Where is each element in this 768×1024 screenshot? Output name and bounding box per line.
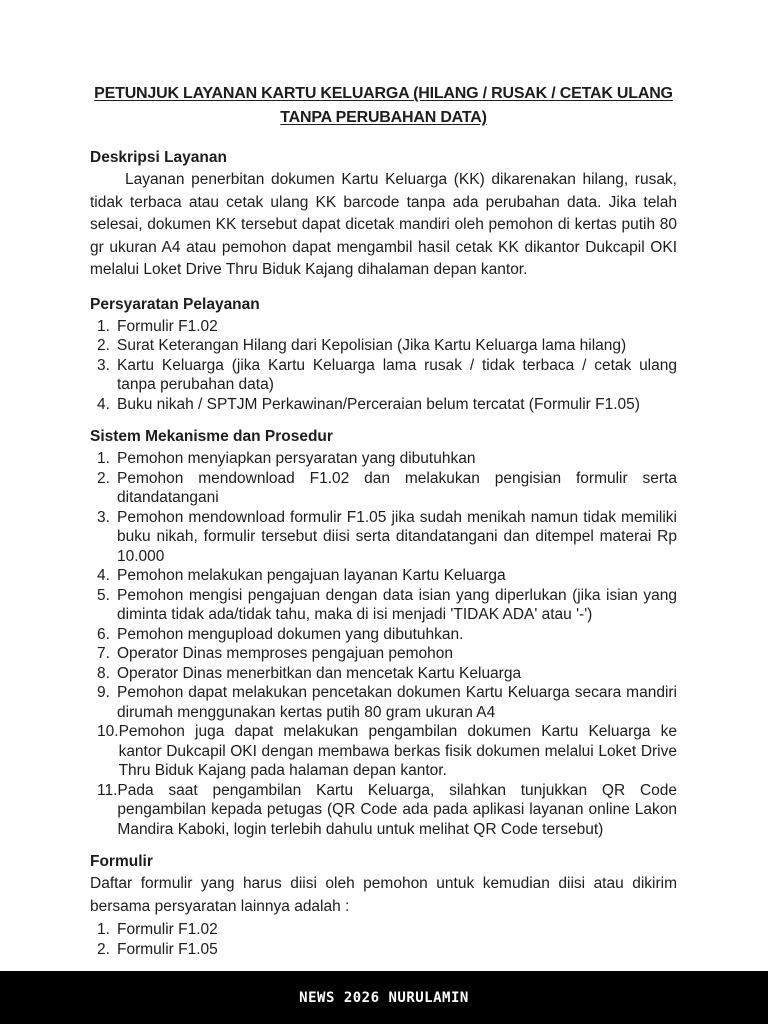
list-item-text: Pada saat pengambilan Kartu Keluarga, silahkan tunjukkan QR Code pengambilan kepada petugas (QR Code ada pada aplikasi layanan online Lakon Mandira Kaboki, login terlebih dahulu untuk melihat QR Code tersebut) (117, 781, 677, 838)
list-item-text: Kartu Keluarga (jika Kartu Keluarga lama rusak / tidak terbaca / cetak ulang tanpa perubahan data) (117, 356, 677, 393)
title-line-1: PETUNJUK LAYANAN KARTU KELUARGA (HILANG / RUSAK / CETAK ULANG (94, 85, 673, 102)
list-item (90, 317, 677, 337)
list-item-text: Surat Keterangan Hilang dari Kepolisian (Jika Kartu Keluarga lama hilang) (117, 337, 627, 354)
list-item (90, 586, 677, 625)
list-item-text: Pemohon juga dapat melakukan pengambilan dokumen Kartu Keluarga ke kantor Dukcapil OKI dengan membawa berkas fisik dokumen melalui Loket Drive Thru Biduk Kajang pada halaman depan kantor. (118, 723, 677, 779)
list-item-number: 4. (97, 567, 110, 584)
persyaratan-list (90, 317, 677, 415)
list-item (90, 469, 677, 508)
formulir-intro: Daftar formulir yang harus diisi oleh pemohon untuk kemudian diisi atau dikirim bersama persyaratan lainnya adalah : (90, 875, 677, 915)
list-item (90, 356, 677, 395)
list-item-number: 4. (97, 395, 110, 413)
list-item-number: 1. (97, 450, 110, 467)
list-item-number: 2. (97, 469, 110, 487)
list-item-number: 1. (97, 317, 110, 335)
list-item-number: 11. (97, 781, 118, 799)
list-item-text: Pemohon mendownload F1.02 dan melakukan pengisian formulir serta ditandatangani (117, 469, 677, 506)
list-item-number: 2. (97, 337, 110, 354)
list-item (90, 566, 677, 586)
list-item-text: Operator Dinas memproses pengajuan pemohon (117, 645, 454, 662)
section-heading-formulir: Formulir (90, 853, 153, 870)
list-item (90, 336, 677, 356)
list-item (90, 664, 677, 684)
list-item-text: Pemohon melakukan pengajuan layanan Kartu Keluarga (117, 567, 506, 584)
list-item-text: Formulir F1.02 (117, 921, 218, 938)
deskripsi-paragraph: Layanan penerbitan dokumen Kartu Keluarga (KK) dikarenakan hilang, rusak, tidak terbaca atau cetak ulang KK barcode tanpa ada perubahan data. Jika telah selesai, dokumen KK tersebut dapat dicetak mandiri oleh pemohon di kertas putih 80 gr ukuran A4 atau pemohon dapat mengambil hasil cetak KK dikantor Dukcapil OKI melalui Loket Drive Thru Biduk Kajang dihalaman depan kantor. (90, 171, 677, 278)
list-item-text: Pemohon mendownload formulir F1.05 jika sudah menikah namun tidak memiliki buku nikah, formulir tersebut diisi serta ditandatangani dan ditempel materai Rp 10.000 (117, 508, 677, 565)
list-item (90, 644, 677, 664)
mekanisme-list (90, 449, 677, 839)
list-item (90, 508, 677, 567)
list-item-text: Operator Dinas menerbitkan dan mencetak Kartu Keluarga (117, 664, 522, 682)
list-item-number: 6. (97, 625, 110, 643)
list-item-number: 5. (97, 586, 110, 604)
list-item (90, 625, 677, 645)
list-item-text: Pemohon mengupload dokumen yang dibutuhkan. (117, 625, 464, 643)
list-item-number: 8. (97, 664, 110, 682)
list-item-number: 9. (97, 684, 110, 701)
list-item-number: 7. (97, 645, 110, 662)
list-item-number: 10. (97, 723, 119, 740)
list-item-number: 1. (97, 921, 110, 938)
section-heading-mekanisme: Sistem Mekanisme dan Prosedur (90, 428, 333, 445)
list-item (90, 920, 677, 940)
list-item-text: Pemohon menyiapkan persyaratan yang dibutuhkan (117, 450, 476, 467)
document-title (90, 82, 677, 130)
list-item-number: 3. (97, 508, 110, 526)
list-item-text: Pemohon mengisi pengajuan dengan data isian yang diperlukan (jika isian yang diminta tidak ada/tidak tahu, maka di isi menjadi 'TIDAK ADA' atau '-') (117, 586, 677, 623)
list-item-text: Formulir F1.02 (117, 317, 218, 335)
formulir-list (90, 920, 677, 959)
list-item-text: Formulir F1.05 (117, 940, 218, 958)
section-heading-persyaratan: Persyaratan Pelayanan (90, 295, 260, 313)
footer-bar (0, 971, 768, 1024)
list-item-text: Buku nikah / SPTJM Perkawinan/Perceraian belum tercatat (Formulir F1.05) (117, 395, 640, 413)
list-item-number: 2. (97, 940, 110, 958)
list-item (90, 449, 677, 469)
list-item-number: 3. (97, 356, 110, 374)
list-item (90, 395, 677, 415)
section-heading-deskripsi: Deskripsi Layanan (90, 149, 227, 166)
list-item-text: Pemohon dapat melakukan pencetakan dokumen Kartu Keluarga secara mandiri dirumah menggunakan kertas putih 80 gram ukuran A4 (117, 684, 677, 721)
title-line-2: TANPA PERUBAHAN DATA) (280, 109, 487, 126)
watermark-text: NEWS 2026 NURULAMIN (299, 989, 469, 1006)
list-item (90, 940, 677, 960)
list-item (90, 722, 677, 781)
list-item (90, 781, 677, 840)
list-item (90, 683, 677, 722)
